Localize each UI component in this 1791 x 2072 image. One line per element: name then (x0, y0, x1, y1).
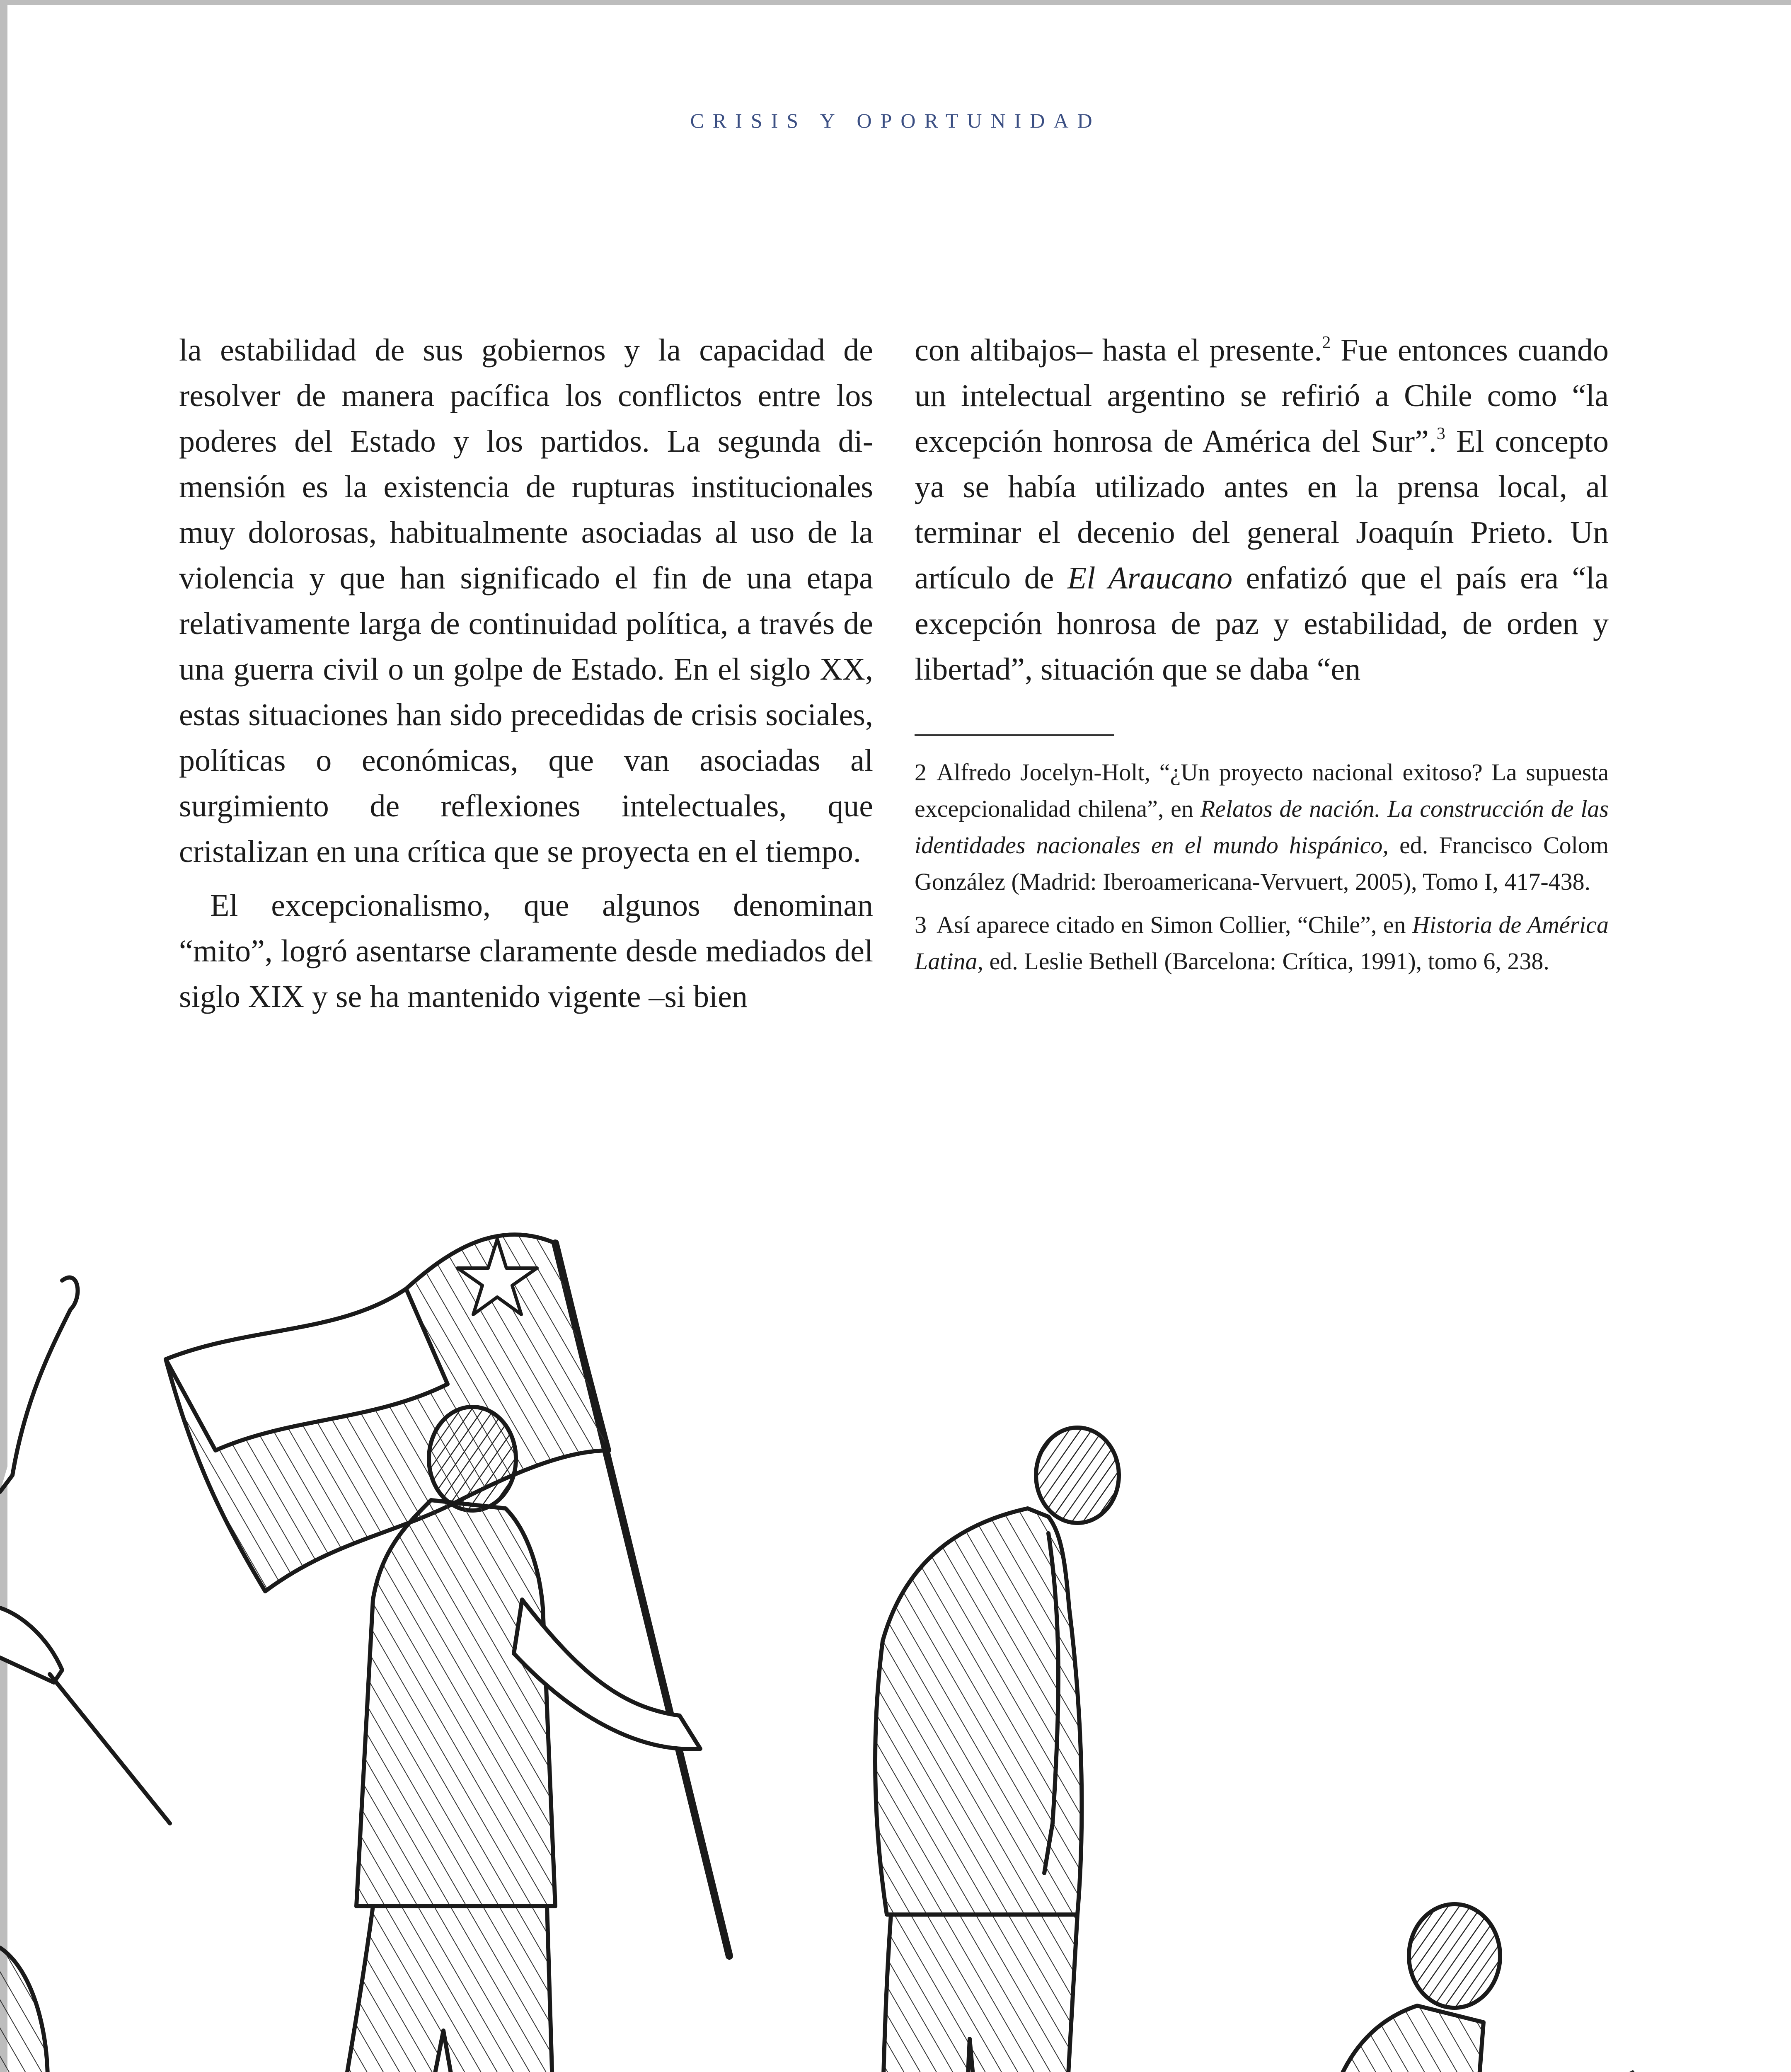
footnote-number: 3 (915, 911, 927, 938)
footnote-ref-3[interactable]: 3 (1436, 424, 1445, 443)
running-head: CRISIS Y OPORTUNIDAD (690, 109, 1101, 132)
newspaper-title: El Araucano (1067, 561, 1233, 595)
footnote-3 (915, 907, 1609, 980)
right-text-4: enfatizó que el país era “la excepción honrosa de paz y estabilidad, de orden y libertad”, situación que se daba “en (915, 561, 1609, 687)
footnote-rule (915, 734, 1114, 736)
footnote-ref-2[interactable]: 2 (1322, 333, 1331, 352)
footnote-2 (915, 754, 1609, 900)
footnote-text: Así aparece citado en Simon Collier, “Chile”, en (937, 911, 1412, 938)
footnote-text: Alfredo Jocelyn-Holt, “¿Un proyecto nacional exitoso? La supuesta excepcionalidad chilena”, en (915, 759, 1609, 822)
footnote-text: ed. Francisco Colom González (Madrid: Iberoamericana-Vervuert, 2005), Tomo I, 417-438. (915, 832, 1609, 895)
reading-figure (1323, 1904, 1699, 2072)
left-paragraph-2: El excepcionalismo, que algunos denominan “mito”, logró asentarse claramente desde mediados del siglo XIX y se ha mantenido vigente –si bien (179, 888, 873, 1014)
illustration (0, 1119, 1791, 2072)
footnote-text: , ed. Leslie Bethell (Barcelona: Crítica, 1991), tomo 6, 238. (977, 948, 1549, 975)
footnote-italic: Historia de América Latina (915, 911, 1609, 975)
standing-figure (866, 1428, 1119, 2072)
left-paragraph-1: la estabilidad de sus gobiernos y la capacidad de resolver de manera pacífica los conflictos entre los poderes del Estado y los partidos. La segunda dimensión es la existencia de rupturas institucionales muy dolorosas, habitualmente asociadas al uso de la violencia y que han significado el fin de una etapa relativamente larga de continuidad política, a través de una guerra civil o un golpe de Estado. En el siglo XX, estas situaciones han sido precedidas de crisis sociales, políticas o económicas, que van asociadas al surgimiento de reflexiones intelectuales, que cristalizan en una crítica que se proyecta en el tiempo. (179, 333, 873, 869)
footnote-number: 2 (915, 759, 927, 786)
footnote-italic: Relatos de nación. La construcción de las identidades nacionales en el mundo hispánico, (915, 795, 1609, 859)
right-text-3: El concepto ya se había utilizado antes en la prensa local, al terminar el decenio del general Joaquín Prieto. Un artículo de (915, 424, 1609, 595)
cropped-figure-left (0, 1278, 170, 2072)
right-text-1: con altibajos– hasta el presente. (915, 333, 1322, 368)
left-column (179, 327, 873, 1019)
right-paragraph (915, 327, 1609, 692)
right-text-2: Fue entonces cuando un intelectual argentino se refirió a Chile como “la excepción honrosa de América del Sur”. (915, 333, 1609, 459)
flag-bearer-figure (166, 1234, 729, 2072)
right-column (915, 327, 1609, 692)
footnotes (915, 754, 1609, 986)
